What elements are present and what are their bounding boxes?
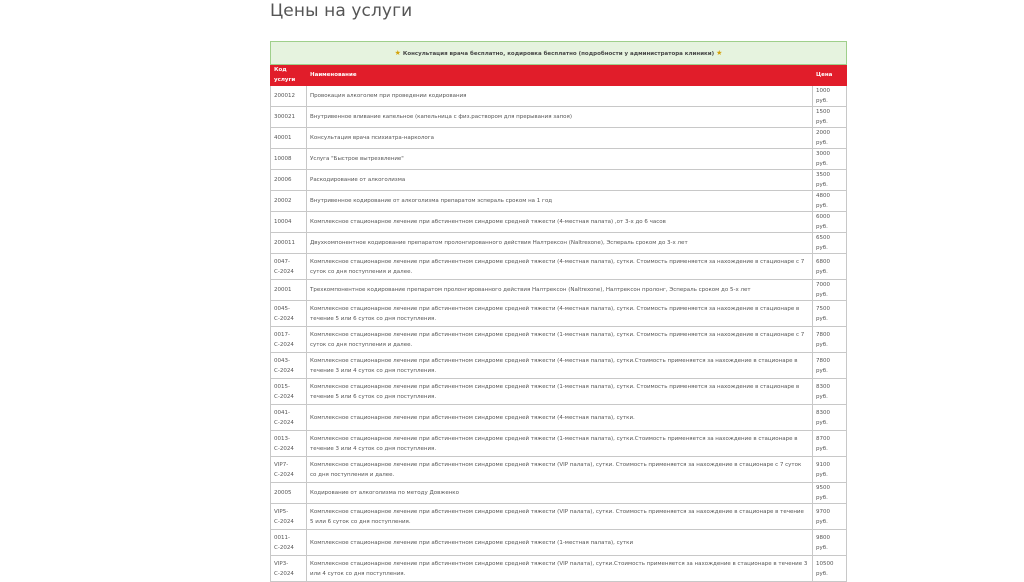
star-icon: ★ — [716, 48, 723, 57]
column-header-code: Код услуги — [271, 65, 307, 86]
service-code-cell: VIP5-С-2024 — [271, 504, 307, 530]
service-code-cell: 20006 — [271, 170, 307, 191]
notice-text: Консультация врача бесплатно, кодировка бесплатно (подробности у администратора клиники) — [402, 50, 715, 57]
table-row — [271, 170, 847, 191]
service-code-cell: 10004 — [271, 212, 307, 233]
service-price-cell: 3000 руб. — [813, 149, 847, 170]
service-name-cell: Комплексное стационарное лечение при абстинентном синдроме средней тяжести (VIP палата), сутки. Стоимость применяется за нахождение в стационаре с 7 суток со дня поступления и далее. — [307, 457, 813, 483]
service-price-cell: 6800 руб. — [813, 254, 847, 280]
service-code-cell: 0043-С-2024 — [271, 353, 307, 379]
service-code-cell: 0013-С-2024 — [271, 431, 307, 457]
service-name-cell: Раскодирование от алкоголизма — [307, 170, 813, 191]
service-name-cell: Услуга "Быстрое вытрезвление" — [307, 149, 813, 170]
service-price-cell: 8300 руб. — [813, 405, 847, 431]
service-code-cell: 0011-С-2024 — [271, 530, 307, 556]
service-price-cell: 9700 руб. — [813, 504, 847, 530]
table-row — [271, 128, 847, 149]
service-price-cell: 7000 руб. — [813, 280, 847, 301]
table-row — [271, 504, 847, 530]
service-name-cell: Комплексное стационарное лечение при абстинентном синдроме средней тяжести (VIP палата), сутки. Стоимость применяется за нахождение в стационаре в течение 5 или 6 суток со дня поступления. — [307, 504, 813, 530]
service-price-cell: 6000 руб. — [813, 212, 847, 233]
service-price-cell: 1000 руб. — [813, 86, 847, 107]
service-code-cell: 0041-С-2024 — [271, 405, 307, 431]
price-table — [270, 41, 847, 582]
service-price-cell: 9500 руб. — [813, 483, 847, 504]
table-row — [271, 353, 847, 379]
table-row — [271, 530, 847, 556]
service-price-cell: 7500 руб. — [813, 301, 847, 327]
service-name-cell: Комплексное стационарное лечение при абстинентном синдроме средней тяжести (1-местная палата), сутки. Стоимость применяется за нахождение в стационаре с 7 суток со дня поступления и далее. — [307, 327, 813, 353]
service-price-cell: 8700 руб. — [813, 431, 847, 457]
service-name-cell: Комплексное стационарное лечение при абстинентном синдроме средней тяжести (4-местная палата) ,от 3-х до 6 часов — [307, 212, 813, 233]
service-price-cell: 9100 руб. — [813, 457, 847, 483]
table-row — [271, 280, 847, 301]
table-row — [271, 107, 847, 128]
service-name-cell: Двухкомпонентное кодирование препаратом пролонгированного действия Налтрексон (Naltrexone), Эсперaль сроком до 3-х лет — [307, 233, 813, 254]
table-row — [271, 379, 847, 405]
service-price-cell: 6500 руб. — [813, 233, 847, 254]
service-price-cell: 7800 руб. — [813, 353, 847, 379]
table-row — [271, 301, 847, 327]
service-price-cell: 8300 руб. — [813, 379, 847, 405]
service-name-cell: Комплексное стационарное лечение при абстинентном синдроме средней тяжести (4-местная палата), сутки. Стоимость применяется за нахождение в стационаре с 7 суток со дня поступления и далее. — [307, 254, 813, 280]
service-name-cell: Трехкомпонентное кодирование препаратом пролонгированного действия Налтрексон (Naltrexone), Налтрексон пролонг, Эсперaль сроком до 5-х лет — [307, 280, 813, 301]
service-name-cell: Провокация алкоголем при проведении кодирования — [307, 86, 813, 107]
service-price-cell: 4800 руб. — [813, 191, 847, 212]
service-code-cell: 0017-С-2024 — [271, 327, 307, 353]
table-row — [271, 212, 847, 233]
service-code-cell: 200012 — [271, 86, 307, 107]
star-icon: ★ — [394, 48, 401, 57]
table-row — [271, 86, 847, 107]
service-code-cell: 10008 — [271, 149, 307, 170]
service-price-cell: 7800 руб. — [813, 327, 847, 353]
service-code-cell: 20005 — [271, 483, 307, 504]
service-name-cell: Консультация врача психиатра-нарколога — [307, 128, 813, 149]
service-name-cell: Комплексное стационарное лечение при абстинентном синдроме средней тяжести (4-местная палата), сутки. Стоимость применяется за нахождение в стационаре в течение 5 или 6 суток со дня поступления. — [307, 301, 813, 327]
service-code-cell: 300021 — [271, 107, 307, 128]
service-code-cell: 20002 — [271, 191, 307, 212]
table-row — [271, 431, 847, 457]
table-row — [271, 327, 847, 353]
table-row — [271, 556, 847, 582]
service-code-cell: 200011 — [271, 233, 307, 254]
service-name-cell: Внутривенное кодирование от алкоголизма препаратом эсперaль сроком на 1 год — [307, 191, 813, 212]
service-price-cell: 10500 руб. — [813, 556, 847, 582]
service-price-cell: 3500 руб. — [813, 170, 847, 191]
service-name-cell: Комплексное стационарное лечение при абстинентном синдроме средней тяжести (1-местная палата), сутки.Стоимость применяется за нахождение в стационаре в течение 3 или 4 суток со дня поступления. — [307, 431, 813, 457]
service-code-cell: 20001 — [271, 280, 307, 301]
service-price-cell: 9800 руб. — [813, 530, 847, 556]
notice-row — [271, 42, 847, 65]
table-row — [271, 457, 847, 483]
table-header-row — [271, 65, 847, 86]
service-name-cell: Комплексное стационарное лечение при абстинентном синдроме средней тяжести (1-местная палата), сутки. Стоимость применяется за нахождение в стационаре в течение 5 или 6 суток со дня поступления. — [307, 379, 813, 405]
table-row — [271, 233, 847, 254]
page-title: Цены на услуги — [270, 1, 413, 21]
service-code-cell: 40001 — [271, 128, 307, 149]
service-code-cell: VIP3-С-2024 — [271, 556, 307, 582]
table-row — [271, 405, 847, 431]
service-price-cell: 2000 руб. — [813, 128, 847, 149]
service-name-cell: Комплексное стационарное лечение при абстинентном синдроме средней тяжести (4-местная палата), сутки. — [307, 405, 813, 431]
notice-cell — [271, 42, 847, 65]
column-header-name: Наименование — [307, 65, 813, 86]
table-row — [271, 483, 847, 504]
service-name-cell: Комплексное стационарное лечение при абстинентном синдроме средней тяжести (VIP палата), сутки.Стоимость применяется за нахождение в стационаре в течение 3 или 4 суток со дня поступления. — [307, 556, 813, 582]
table-row — [271, 191, 847, 212]
service-code-cell: 0015-С-2024 — [271, 379, 307, 405]
service-code-cell: VIP7-С-2024 — [271, 457, 307, 483]
service-name-cell: Внутривенное вливание капельное (капельница с физ.раствором для прерывания запоя) — [307, 107, 813, 128]
service-price-cell: 1500 руб. — [813, 107, 847, 128]
table-row — [271, 149, 847, 170]
service-name-cell: Комплексное стационарное лечение при абстинентном синдроме средней тяжести (1-местная палата), сутки — [307, 530, 813, 556]
table-row — [271, 254, 847, 280]
service-code-cell: 0045-С-2024 — [271, 301, 307, 327]
column-header-price: Цена — [813, 65, 847, 86]
service-name-cell: Комплексное стационарное лечение при абстинентном синдроме средней тяжести (4-местная палата), сутки.Стоимость применяется за нахождение в стационаре в течение 3 или 4 суток со дня поступления. — [307, 353, 813, 379]
table-body — [271, 86, 847, 582]
service-name-cell: Кодирование от алкоголизма по методу Довженко — [307, 483, 813, 504]
service-code-cell: 0047-С-2024 — [271, 254, 307, 280]
